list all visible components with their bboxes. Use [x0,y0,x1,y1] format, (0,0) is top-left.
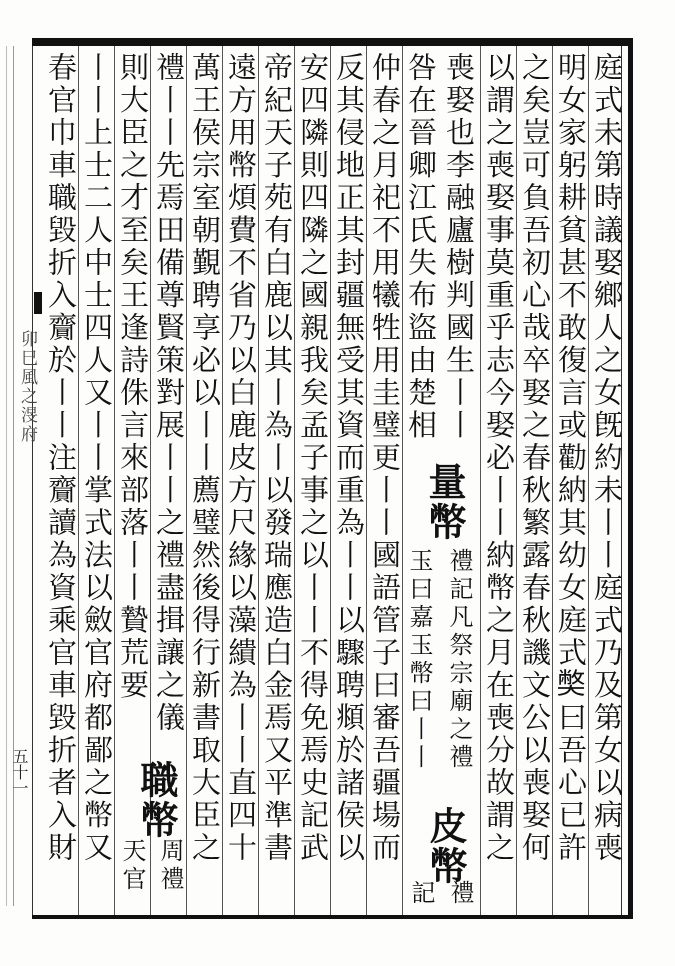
text-column-8: 反其侵地正其封疆無受其資而重為丨丨以驟聘頫於諸侯以 [332,52,366,865]
right-border [628,38,633,919]
column-rule [114,46,115,915]
text-column-14: 則大臣之才至矣王逢詩侏言來部落丨丨贄荒要 [116,52,150,702]
text-column-15: 丨丨上士二人中士四人又丨丨掌式法以斂官府都鄙之幣又 [80,52,114,865]
column-rule [480,46,481,915]
column-rule [78,46,79,915]
column-rule [588,46,589,915]
text-column-6: 咎在晉卿江氏失布盜由楚相 [404,52,438,442]
column-rule [258,46,259,915]
heading-liang-bi-note2: 玉曰嘉玉幣曰丨丨 [405,548,433,772]
column-rule [402,46,403,915]
heading-liang-bi-note: 禮記凡祭宗廟之禮 [445,548,473,772]
heading-liang-bi: 量幣 [422,462,467,542]
text-column-16: 春官巾車職毀折入齎於丨丨注齎讀為資乘官車毀折者入財 [44,52,78,865]
heading-zhi-bi-note: 周禮 [156,838,184,894]
column-rule [186,46,187,915]
top-border [32,38,633,46]
column-rule [294,46,295,915]
text-column-3: 之矣豈可負吾初心哉卒娶之春秋繁露春秋譏文公以喪娶何 [518,52,552,865]
column-rule [516,46,517,915]
page-number: 五十一 [10,748,29,796]
column-rule [552,46,553,915]
text-column-11: 遠方用幣煩費不省乃以白鹿皮方尺緣以藻繢為丨丨直四十 [224,52,258,865]
text-column-1: 庭式未第時議娶鄉人之女旣約未丨丨庭式乃及第女以病喪 [590,52,624,865]
text-column-2: 明女家躬耕貧甚不敢復言或勸納其幼女庭式𡚁曰吾心已許 [554,52,588,865]
text-column-12: 萬王侯宗室朝覲聘享必以丨丨薦璧然後得行新書取大臣之 [188,52,222,865]
text-column-4: 以謂之喪娶事莫重乎志今娶必丨丨納幣之月在喪分故謂之 [482,52,516,865]
column-rule [366,46,367,915]
left-border [32,46,33,915]
margin-title: 卯巳風之渂府 [17,330,37,444]
heading-zhi-bi-note2: 天官 [118,838,146,894]
heading-pi-bi: 皮幣 [423,806,468,886]
column-rule [330,46,331,915]
heading-pi-bi-note: 禮 [446,880,474,908]
text-column-7: 仲春之月祀不用犧牲用圭璧更丨丨國語管子曰審吾疆場而 [368,52,402,865]
text-column-9: 安四隣則四隣之國親我矣孟子事之以丨丨不得免焉史記武 [296,52,330,865]
heading-zhi-bi: 職幣 [134,760,179,840]
heading-pi-bi-note2: 記 [407,880,435,908]
bottom-border [32,915,633,919]
column-rule [222,46,223,915]
fishtail-mark [34,292,42,314]
text-column-5: 喪娶也李融廬樹判國生丨丨 [442,52,476,442]
text-column-10: 帝紀天子苑有白鹿以其丨為丨以發瑞應造白金焉又平準書 [260,52,294,865]
text-column-13: 禮丨丨先焉田備尊賢策對展丨丨之禮盡揖讓之儀 [152,52,186,735]
